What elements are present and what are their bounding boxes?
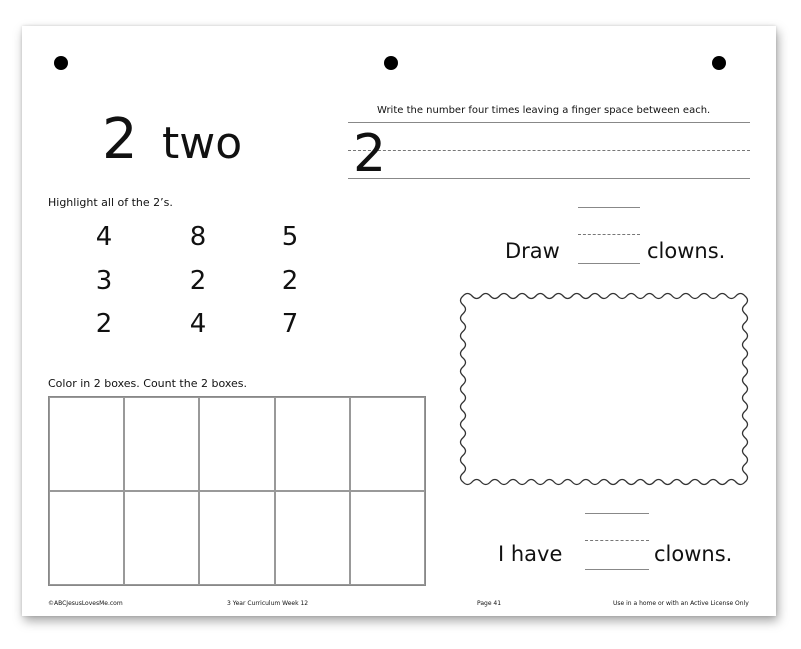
binder-hole <box>54 56 68 70</box>
worksheet-page <box>22 26 776 616</box>
drawing-frame[interactable] <box>459 292 749 486</box>
frame-box[interactable] <box>275 397 350 491</box>
trace-instruction: Write the number four times leaving a finger space between each. <box>377 105 711 116</box>
footer-page: Page 41 <box>477 600 502 607</box>
frame-box[interactable] <box>350 491 425 585</box>
grid-number: 7 <box>281 309 299 339</box>
grid-number: 2 <box>189 266 207 296</box>
title-word: two <box>162 118 243 169</box>
draw-label: Draw <box>505 239 560 263</box>
draw-answer-base-line <box>578 263 640 264</box>
box-instruction: Color in 2 boxes. Count the 2 boxes. <box>48 377 248 390</box>
ten-frame <box>48 396 426 586</box>
grid-number: 3 <box>95 266 113 296</box>
grid-number: 5 <box>281 222 299 252</box>
footer-curriculum: 3 Year Curriculum Week 12 <box>227 600 309 607</box>
frame-box[interactable] <box>49 397 124 491</box>
trace-base-line <box>348 178 750 179</box>
footer-license: Use in a home or with an Active License Only <box>613 600 749 607</box>
draw-answer-top-line <box>578 207 640 208</box>
title-numeral: 2 <box>102 107 138 172</box>
trace-top-line <box>348 122 750 123</box>
frame-box[interactable] <box>199 491 274 585</box>
have-answer-top-line <box>585 513 649 514</box>
footer-site: ©ABCJesusLovesMe.com <box>48 600 123 607</box>
draw-answer-mid-line <box>578 234 640 235</box>
have-answer-mid-line <box>585 540 649 541</box>
trace-numeral: 2 <box>353 124 387 184</box>
have-label: I have <box>498 542 563 566</box>
trace-mid-line <box>348 150 750 151</box>
frame-box[interactable] <box>350 397 425 491</box>
grid-number: 4 <box>95 222 113 252</box>
binder-hole <box>384 56 398 70</box>
grid-number: 4 <box>189 309 207 339</box>
frame-box[interactable] <box>275 491 350 585</box>
draw-clowns-label: clowns. <box>647 239 726 263</box>
frame-box[interactable] <box>49 491 124 585</box>
frame-box[interactable] <box>199 397 274 491</box>
have-answer-base-line <box>585 569 649 570</box>
grid-number: 2 <box>281 266 299 296</box>
grid-number: 2 <box>95 309 113 339</box>
frame-box[interactable] <box>124 491 199 585</box>
have-clowns-label: clowns. <box>654 542 733 566</box>
frame-box[interactable] <box>124 397 199 491</box>
highlight-instruction: Highlight all of the 2’s. <box>48 196 173 209</box>
grid-number: 8 <box>189 222 207 252</box>
binder-hole <box>712 56 726 70</box>
